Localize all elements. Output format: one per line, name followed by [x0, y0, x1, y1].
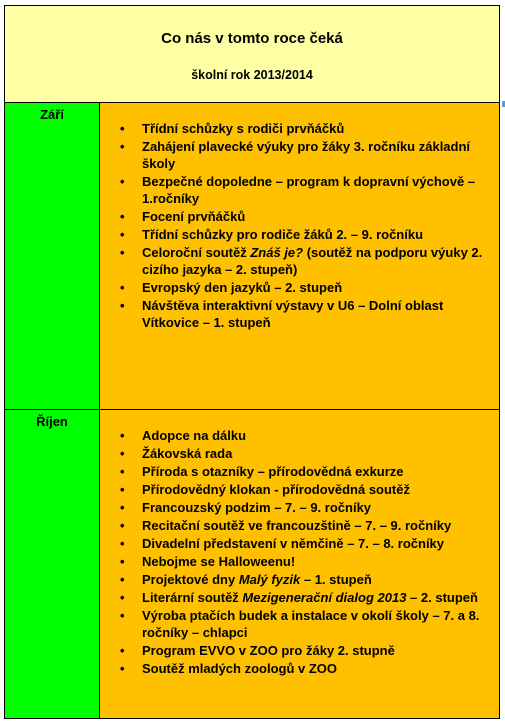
- list-item: • Návštěva interaktivní výstavy v U6 – Dolní oblast Vítkovice – 1. stupeň: [120, 297, 493, 331]
- month-row-october: [5, 410, 499, 718]
- list-item: • Program EVVO v ZOO pro žáky 2. stupně: [120, 642, 493, 659]
- list-item: • Třídní schůzky s rodiči prvňáčků: [120, 120, 493, 137]
- school-year-table: [4, 5, 500, 719]
- month-events: [100, 103, 499, 409]
- list-item: • Třídní schůzky pro rodiče žáků 2. – 9. ročníku: [120, 226, 493, 243]
- list-item: • Nebojme se Halloweenu!: [120, 553, 493, 570]
- list-item: • Adopce na dálku: [120, 427, 493, 444]
- month-events: [100, 410, 499, 718]
- month-label: Září: [5, 103, 100, 409]
- events-list: [120, 427, 493, 678]
- list-item: • Soutěž mladých zoologů v ZOO: [120, 660, 493, 677]
- page-title: Co nás v tomto roce čeká: [161, 30, 343, 47]
- list-item: • Zahájení plavecké výuky pro žáky 3. ročníku základní školy: [120, 138, 493, 172]
- list-item: • Přírodovědný klokan - přírodovědná soutěž: [120, 481, 493, 498]
- list-item: • Divadelní představení v němčině – 7. – 8. ročníky: [120, 535, 493, 552]
- list-item: • Literární soutěž Mezigenerační dialog 2013 – 2. stupeň: [120, 589, 493, 606]
- list-item: • Francouzský podzim – 7. – 9. ročníky: [120, 499, 493, 516]
- list-item: • Celoroční soutěž Znáš je? (soutěž na podporu výuky 2. cizího jazyka – 2. stupeň): [120, 244, 493, 278]
- list-item: • Projektové dny Malý fyzik – 1. stupeň: [120, 571, 493, 588]
- list-item: • Recitační soutěž ve francouzštině – 7. – 9. ročníky: [120, 517, 493, 534]
- events-list: [120, 120, 493, 332]
- list-item: • Bezpečné dopoledne – program k dopravní výchově – 1.ročníky: [120, 173, 493, 207]
- school-year-subtitle: školní rok 2013/2014: [191, 68, 313, 82]
- list-item: • Žákovská rada: [120, 445, 493, 462]
- list-item: • Evropský den jazyků – 2. stupeň: [120, 279, 493, 296]
- list-item: • Příroda s otazníky – přírodovědná exkurze: [120, 463, 493, 480]
- month-label: Říjen: [5, 410, 100, 718]
- month-row-september: [5, 103, 499, 410]
- list-item: • Výroba ptačích budek a instalace v okolí školy – 7. a 8. ročníky – chlapci: [120, 607, 493, 641]
- list-item: • Focení prvňáčků: [120, 208, 493, 225]
- table-header: [5, 6, 499, 103]
